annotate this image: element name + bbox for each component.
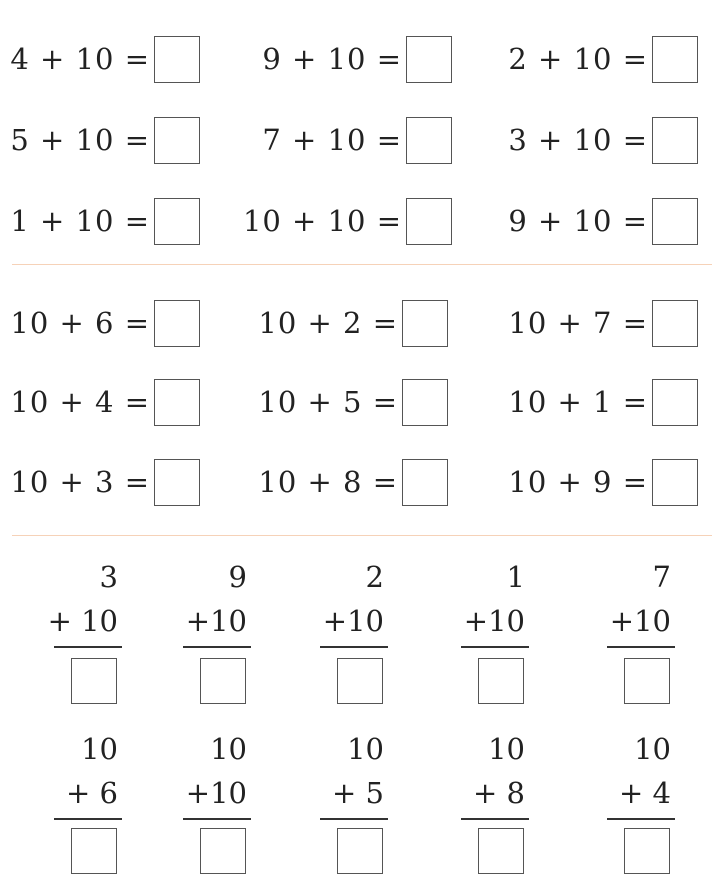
vertical-addition <box>183 732 253 882</box>
answer-box[interactable] <box>200 828 246 874</box>
answer-box[interactable] <box>406 36 452 83</box>
equation <box>508 457 698 507</box>
addend-top: 10 <box>81 732 118 766</box>
equation-text: 10 + 6 = <box>10 306 150 340</box>
addend-bottom: + 10 <box>47 604 118 638</box>
vertical-addition <box>461 560 531 710</box>
addend-top: 1 <box>506 560 525 594</box>
answer-box[interactable] <box>652 379 698 426</box>
equation <box>10 298 200 348</box>
equation-text: 1 + 10 = <box>10 204 150 238</box>
answer-box[interactable] <box>154 300 200 347</box>
addend-bottom: + 5 <box>332 776 384 810</box>
vertical-addition <box>461 732 531 882</box>
section-divider <box>12 535 712 536</box>
equation-text: 10 + 2 = <box>258 306 398 340</box>
answer-box[interactable] <box>624 828 670 874</box>
addend-bottom: +10 <box>185 604 247 638</box>
equation <box>10 34 200 84</box>
answer-box[interactable] <box>154 117 200 164</box>
answer-box[interactable] <box>652 459 698 506</box>
equation <box>10 457 200 507</box>
addend-bottom: +10 <box>609 604 671 638</box>
equation <box>258 298 448 348</box>
equation-text: 2 + 10 = <box>508 42 648 76</box>
vertical-addition <box>320 732 390 882</box>
sum-line <box>320 646 388 648</box>
addend-top: 9 <box>228 560 247 594</box>
addend-top: 2 <box>365 560 384 594</box>
answer-box[interactable] <box>154 379 200 426</box>
equation-text: 9 + 10 = <box>262 42 402 76</box>
answer-box[interactable] <box>624 658 670 704</box>
answer-box[interactable] <box>402 379 448 426</box>
equation <box>262 34 452 84</box>
sum-line <box>54 646 122 648</box>
equation <box>508 34 698 84</box>
answer-box[interactable] <box>652 36 698 83</box>
addend-top: 10 <box>488 732 525 766</box>
equation-text: 4 + 10 = <box>10 42 150 76</box>
vertical-addition <box>47 560 124 710</box>
answer-box[interactable] <box>402 300 448 347</box>
answer-box[interactable] <box>200 658 246 704</box>
equation-text: 10 + 1 = <box>508 385 648 419</box>
equation <box>10 196 200 246</box>
sum-line <box>183 818 251 820</box>
sum-line <box>461 646 529 648</box>
answer-box[interactable] <box>478 658 524 704</box>
vertical-addition <box>607 560 677 710</box>
answer-box[interactable] <box>478 828 524 874</box>
equation-text: 10 + 5 = <box>258 385 398 419</box>
answer-box[interactable] <box>652 117 698 164</box>
answer-box[interactable] <box>71 658 117 704</box>
vertical-addition <box>183 560 253 710</box>
equation <box>10 115 200 165</box>
answer-box[interactable] <box>402 459 448 506</box>
answer-box[interactable] <box>406 198 452 245</box>
equation-text: 10 + 3 = <box>10 465 150 499</box>
answer-box[interactable] <box>154 36 200 83</box>
sum-line <box>607 646 675 648</box>
equation <box>508 196 698 246</box>
equation <box>262 115 452 165</box>
sum-line <box>607 818 675 820</box>
addend-bottom: + 4 <box>619 776 671 810</box>
sum-line <box>461 818 529 820</box>
equation <box>243 196 452 246</box>
equation <box>258 377 448 427</box>
answer-box[interactable] <box>154 459 200 506</box>
answer-box[interactable] <box>406 117 452 164</box>
equation-text: 3 + 10 = <box>508 123 648 157</box>
vertical-addition <box>54 732 124 882</box>
addend-bottom: + 8 <box>473 776 525 810</box>
answer-box[interactable] <box>337 658 383 704</box>
equation <box>508 298 698 348</box>
answer-box[interactable] <box>154 198 200 245</box>
addend-bottom: +10 <box>322 604 384 638</box>
addend-top: 7 <box>652 560 671 594</box>
equation <box>508 377 698 427</box>
equation <box>508 115 698 165</box>
vertical-addition <box>607 732 677 882</box>
equation-text: 10 + 7 = <box>508 306 648 340</box>
vertical-addition <box>320 560 390 710</box>
equation <box>10 377 200 427</box>
equation-text: 5 + 10 = <box>10 123 150 157</box>
section-divider <box>12 264 712 265</box>
addend-bottom: + 6 <box>66 776 118 810</box>
equation-text: 7 + 10 = <box>262 123 402 157</box>
addend-top: 3 <box>99 560 118 594</box>
sum-line <box>54 818 122 820</box>
addend-top: 10 <box>210 732 247 766</box>
answer-box[interactable] <box>652 198 698 245</box>
equation-text: 10 + 10 = <box>242 204 402 238</box>
equation-text: 10 + 9 = <box>508 465 648 499</box>
answer-box[interactable] <box>337 828 383 874</box>
sum-line <box>183 646 251 648</box>
equation-text: 10 + 4 = <box>10 385 150 419</box>
addend-bottom: +10 <box>185 776 247 810</box>
answer-box[interactable] <box>652 300 698 347</box>
addend-top: 10 <box>634 732 671 766</box>
answer-box[interactable] <box>71 828 117 874</box>
addend-bottom: +10 <box>463 604 525 638</box>
addend-top: 10 <box>347 732 384 766</box>
equation-text: 10 + 8 = <box>258 465 398 499</box>
sum-line <box>320 818 388 820</box>
equation-text: 9 + 10 = <box>508 204 648 238</box>
equation <box>258 457 448 507</box>
